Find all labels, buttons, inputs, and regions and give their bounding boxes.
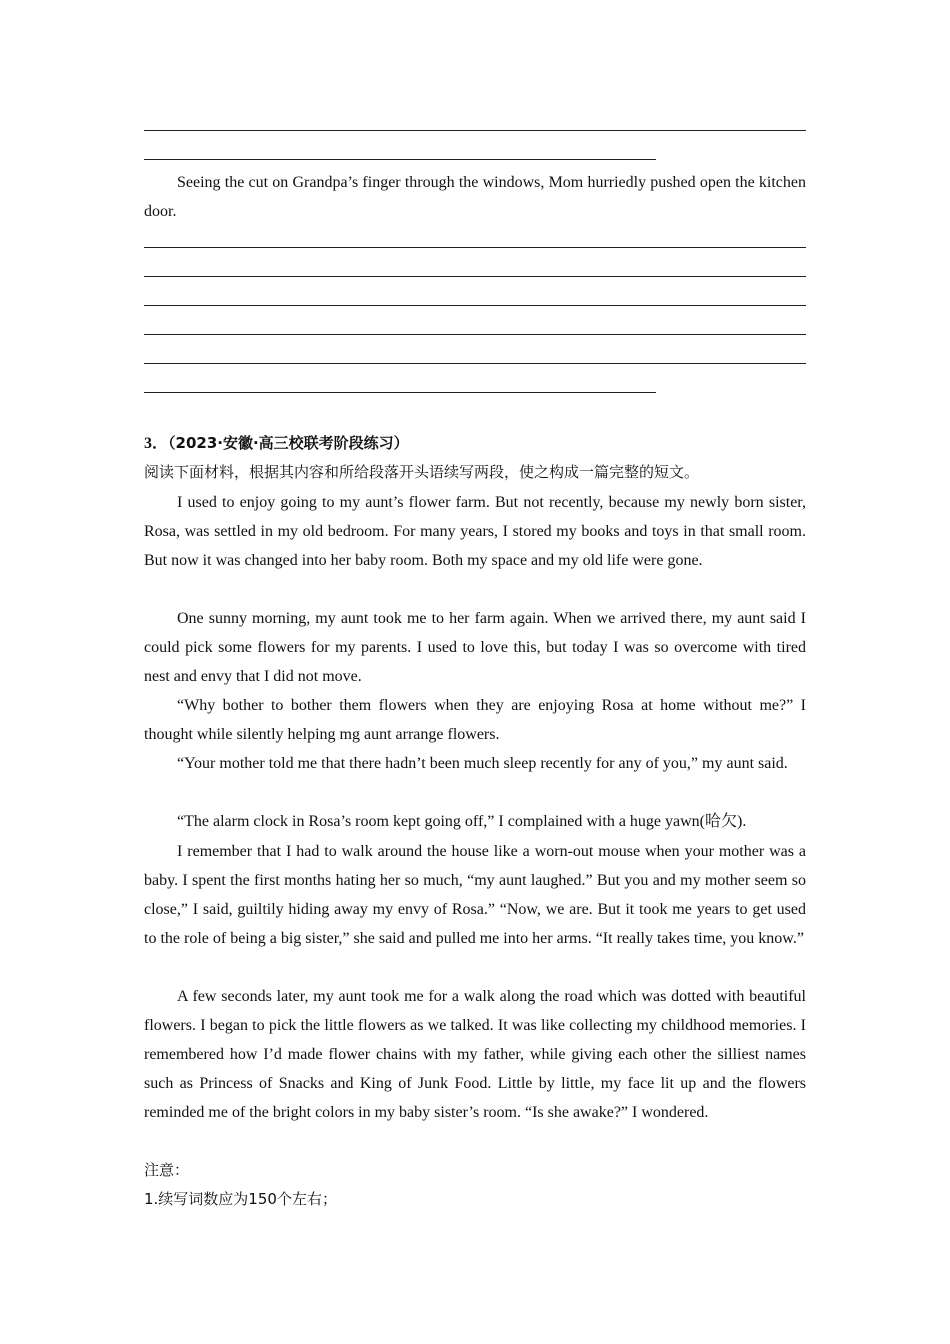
question-heading (144, 429, 806, 458)
writing-line (144, 334, 806, 335)
writing-line (144, 305, 806, 306)
notes-label: 注意： (144, 1161, 190, 1179)
story-paragraph: “Your mother told me that there hadn’t been much sleep recently for any of you,” my aunt said. (177, 755, 788, 772)
prompt-paragraph: Seeing the cut on Grandpa’s finger through the windows, Mom hurriedly pushed open the kitchen door. (144, 174, 806, 220)
story-paragraph: “Why bother to bother them flowers when they are enjoying Rosa at home without me?” I thought while silently helping mg aunt arrange flowers. (144, 697, 806, 743)
writing-line (144, 247, 806, 248)
question-instruction: 阅读下面材料，根据其内容和所给段落开头语续写两段，使之构成一篇完整的短文。 (144, 463, 700, 481)
writing-line (144, 276, 806, 277)
writing-line (144, 159, 656, 160)
story-paragraph: I remember that I had to walk around the house like a worn-out mouse when your mother was a baby. I spent the first months hating her so much, “my aunt laughed.” But you and my mother seem so close,” I said, guiltily hiding away my envy of Rosa.” “Now, we are. But it took me years to get used to the role of being a big sister,” she said and pulled me into her arms. “It really takes time, you know.” (144, 843, 806, 947)
story-paragraph: I used to enjoy going to my aunt’s flower farm. But not recently, because my newly born sister, Rosa, was settled in my old bedroom. For many years, I stored my books and toys in that small room. But now it was changed into her baby room. Both my space and my old life were gone. (144, 494, 806, 569)
notes-item: 1.续写词数应为150个左右； (144, 1190, 337, 1208)
writing-line (144, 363, 806, 364)
writing-line (144, 392, 656, 393)
writing-line (144, 130, 806, 131)
question-source: （2023·安徽·高三校联考阶段练习） (168, 434, 409, 452)
question-number: 3． (144, 435, 169, 452)
story-paragraph: “The alarm clock in Rosa’s room kept going off,” I complained with a huge yawn(哈欠). (177, 813, 747, 830)
story-paragraph: One sunny morning, my aunt took me to her farm again. When we arrived there, my aunt said I could pick some flowers for my parents. I used to love this, but today I was so overcome with tired nest and envy that I did not move. (144, 610, 806, 685)
story-paragraph: A few seconds later, my aunt took me for a walk along the road which was dotted with beautiful flowers. I began to pick the little flowers as we talked. It was like collecting my childhood memories. I remembered how I’d made flower chains with my father, while giving each other the silliest names such as Princess of Snacks and King of Junk Food. Little by little, my face lit up and the flowers reminded me of the bright colors in my baby sister’s room. “Is she awake?” I wondered. (144, 988, 806, 1121)
